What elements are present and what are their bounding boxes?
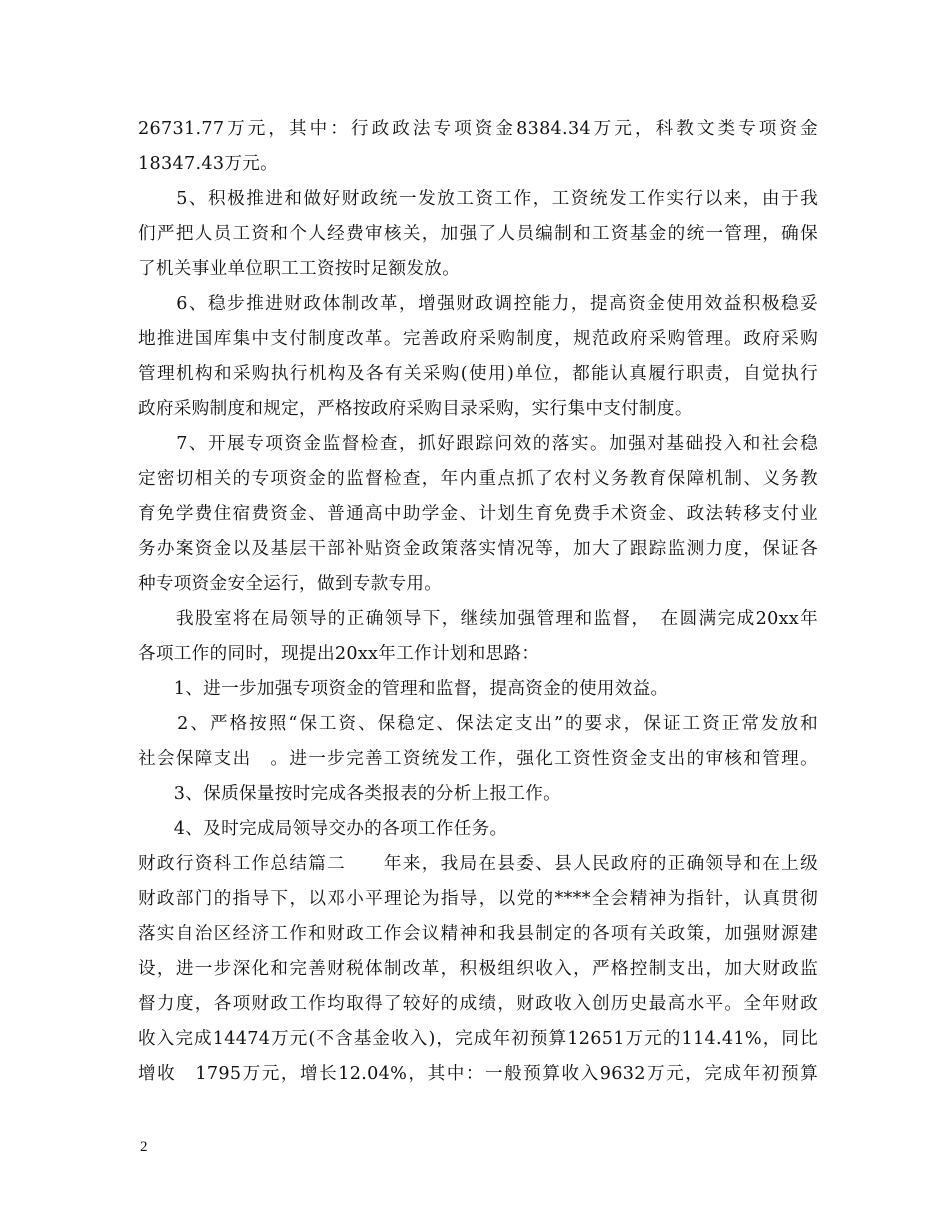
text-line: 设，进一步深化和完善财税体制改革，积极组织收入，严格控制支出，加大财政监: [138, 959, 818, 979]
text-line: 务办案资金以及基层干部补贴资金政策落实情况等，加大了跟踪监测力度，保证各: [138, 539, 818, 559]
text-line: 3、保质保量按时完成各类报表的分析上报工作。: [138, 784, 562, 804]
text-line: 增收 1795万元，增长12.04%，其中：一般预算收入9632万元，完成年初预算: [138, 1064, 818, 1084]
text-line: 5、积极推进和做好财政统一发放工资工作，工资统发工作实行以来，由于我: [138, 189, 818, 209]
text-line: 各项工作的同时，现提出20xx年工作计划和思路：: [138, 644, 540, 664]
text-line: 收入完成14474万元(不含基金收入)，完成年初预算12651万元的114.41%，同比: [138, 1029, 818, 1049]
text-line: 财政行资科工作总结篇二 年来，我局在县委、县人民政府的正确领导和在上级: [138, 854, 818, 874]
text-line: 我股室将在局领导的正确领导下，继续加强管理和监督， 在圆满完成20xx年: [138, 609, 818, 629]
text-line: 7、开展专项资金监督检查，抓好跟踪问效的落实。加强对基础投入和社会稳: [138, 434, 818, 454]
text-line: 26731.77万元，其中：行政政法专项资金8384.34万元，科教文类专项资金: [138, 119, 818, 139]
text-line: 1、进一步加强专项资金的管理和监督，提高资金的使用效益。: [138, 679, 669, 699]
text-line: 社会保障支出 。进一步完善工资统发工作，强化工资性资金支出的审核和管理。: [138, 749, 818, 769]
text-line: 4、及时完成局领导交办的各项工作任务。: [138, 819, 508, 839]
page-number: 2: [140, 1139, 148, 1155]
text-line: 管理机构和采购执行机构及各有关采购(使用)单位，都能认真履行职责，自觉执行: [138, 364, 818, 384]
text-line: 2、严格按照“保工资、保稳定、保法定支出”的要求，保证工资正常发放和: [138, 714, 818, 734]
text-line: 们严把人员工资和个人经费审核关，加强了人员编制和工资基金的统一管理，确保: [138, 224, 818, 244]
text-line: 了机关事业单位职工工资按时足额发放。: [138, 259, 461, 279]
text-line: 18347.43万元。: [138, 154, 279, 174]
text-line: 财政部门的指导下，以邓小平理论为指导，以党的****全会精神为指针，认真贯彻: [138, 889, 818, 909]
text-line: 育免学费住宿费资金、普通高中助学金、计划生育免费手术资金、政法转移支付业: [138, 504, 818, 524]
text-line: 落实自治区经济工作和财政工作会议精神和我县制定的各项有关政策，加强财源建: [138, 924, 818, 944]
text-line: 种专项资金安全运行，做到专款专用。: [138, 574, 443, 594]
text-line: 政府采购制度和规定，严格按政府采购目录采购，实行集中支付制度。: [138, 399, 693, 419]
text-line: 地推进国库集中支付制度改革。完善政府采购制度，规范政府采购管理。政府采购: [138, 329, 818, 349]
text-line: 6、稳步推进财政体制改革，增强财政调控能力，提高资金使用效益积极稳妥: [138, 294, 818, 314]
text-line: 督力度，各项财政工作均取得了较好的成绩，财政收入创历史最高水平。全年财政: [138, 994, 818, 1014]
text-line: 定密切相关的专项资金的监督检查，年内重点抓了农村义务教育保障机制、义务教: [138, 469, 818, 489]
